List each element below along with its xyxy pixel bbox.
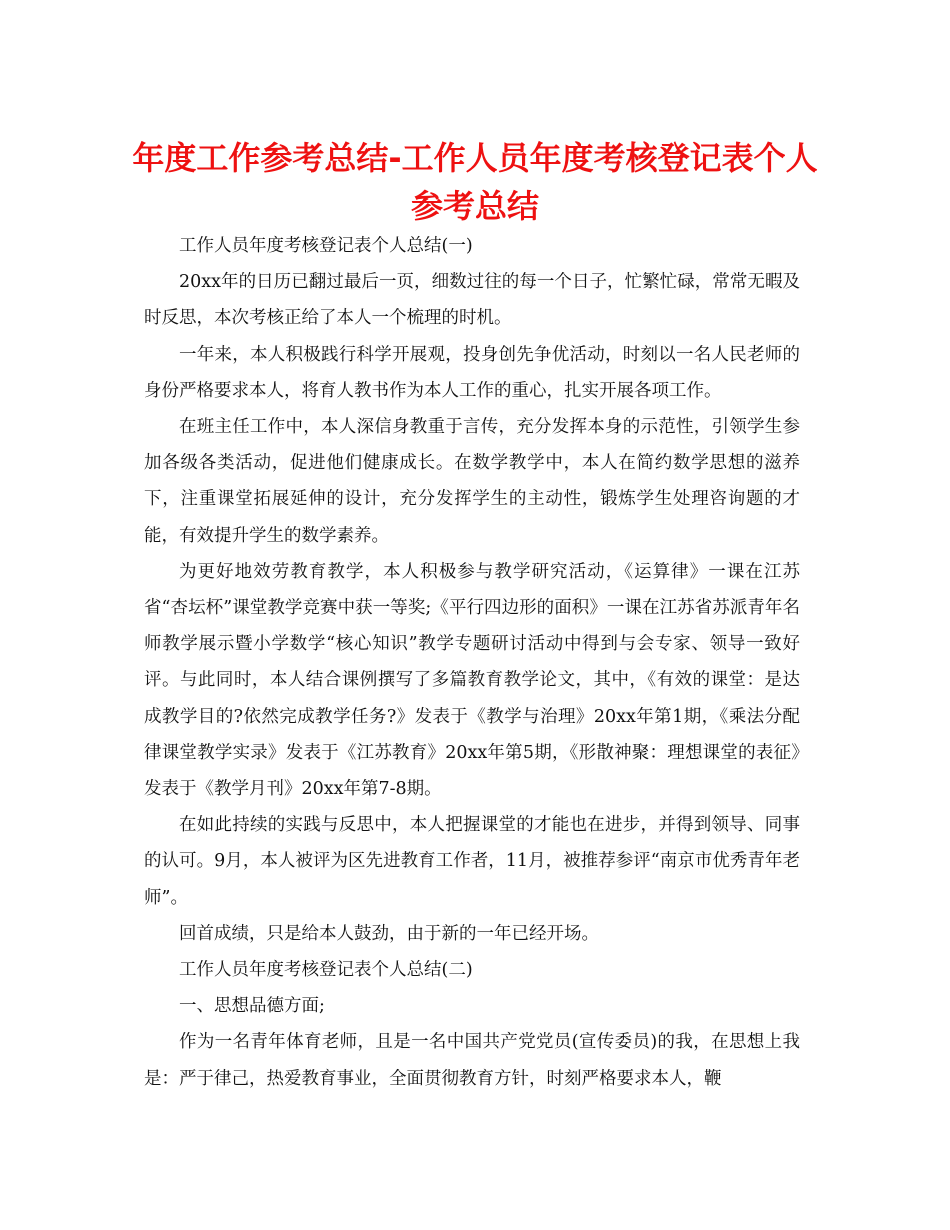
paragraph: 回首成绩，只是给本人鼓劲，由于新的一年已经开场。	[179, 923, 599, 944]
paragraph: 在班主任工作中，本人深信身教重于言传，充分发挥本身的示范性，引领学生参加各级各类活动，促进他们健康成长。在数学教学中，本人在简约数学思想的滋养下，注重课堂拓展延伸的设计，充分发挥学生的主动性，锻炼学生处理咨询题的才能，有效提升学生的数学素养。	[144, 417, 800, 546]
paragraph: 20xx年的日历已翻过最后一页，细数过往的每一个日子，忙繁忙碌，常常无暇及时反思，本次考核正给了本人一个梳理的时机。	[144, 272, 800, 329]
paragraph-subheading: 一、思想品德方面;	[179, 996, 325, 1017]
paragraph: 一年来，本人积极践行科学开展观，投身创先争优活动，时刻以一名人民老师的身份严格要求本人，将育人教书作为本人工作的重心，扎实开展各项工作。	[144, 344, 800, 401]
paragraph: 为更好地效劳教育教学，本人积极参与教学研究活动，《运算律》一课在江苏省“杏坛杯”课堂教学竞赛中获一等奖;《平行四边形的面积》一课在江苏省苏派青年名师教学展示暨小学数学“核心知识”教学专题研讨活动中得到与会专家、领导一致好评。与此同时，本人结合课例撰写了多篇教育教学论文，其中，《有效的课堂：是达成教学目的?依然完成教学任务?》发表于《教学与治理》20xx年第1期，《乘法分配律课堂教学实录》发表于《江苏教育》20xx年第5期，《形散神聚：理想课堂的表征》发表于《教学月刊》20xx年第7-8期。	[144, 561, 800, 800]
paragraph-section-heading-2: 工作人员年度考核登记表个人总结(二)	[179, 960, 473, 981]
paragraph: 在如此持续的实践与反思中，本人把握课堂的才能也在进步，并得到领导、同事的认可。9月，本人被评为区先进教育工作者，11月，被推荐参评“南京市优秀青年老师”。	[144, 815, 800, 908]
paragraph-section-heading-1: 工作人员年度考核登记表个人总结(一)	[179, 236, 473, 256]
paragraph: 作为一名青年体育老师，且是一名中国共产党党员(宣传委员)的我，在思想上我是：严于律己，热爱教育事业，全面贯彻教育方针，时刻严格要求本人，鞭	[144, 1032, 800, 1089]
document-title: 年度工作参考总结-工作人员年度考核登记表个人参考总结	[132, 139, 818, 225]
document-body	[144, 228, 800, 1097]
